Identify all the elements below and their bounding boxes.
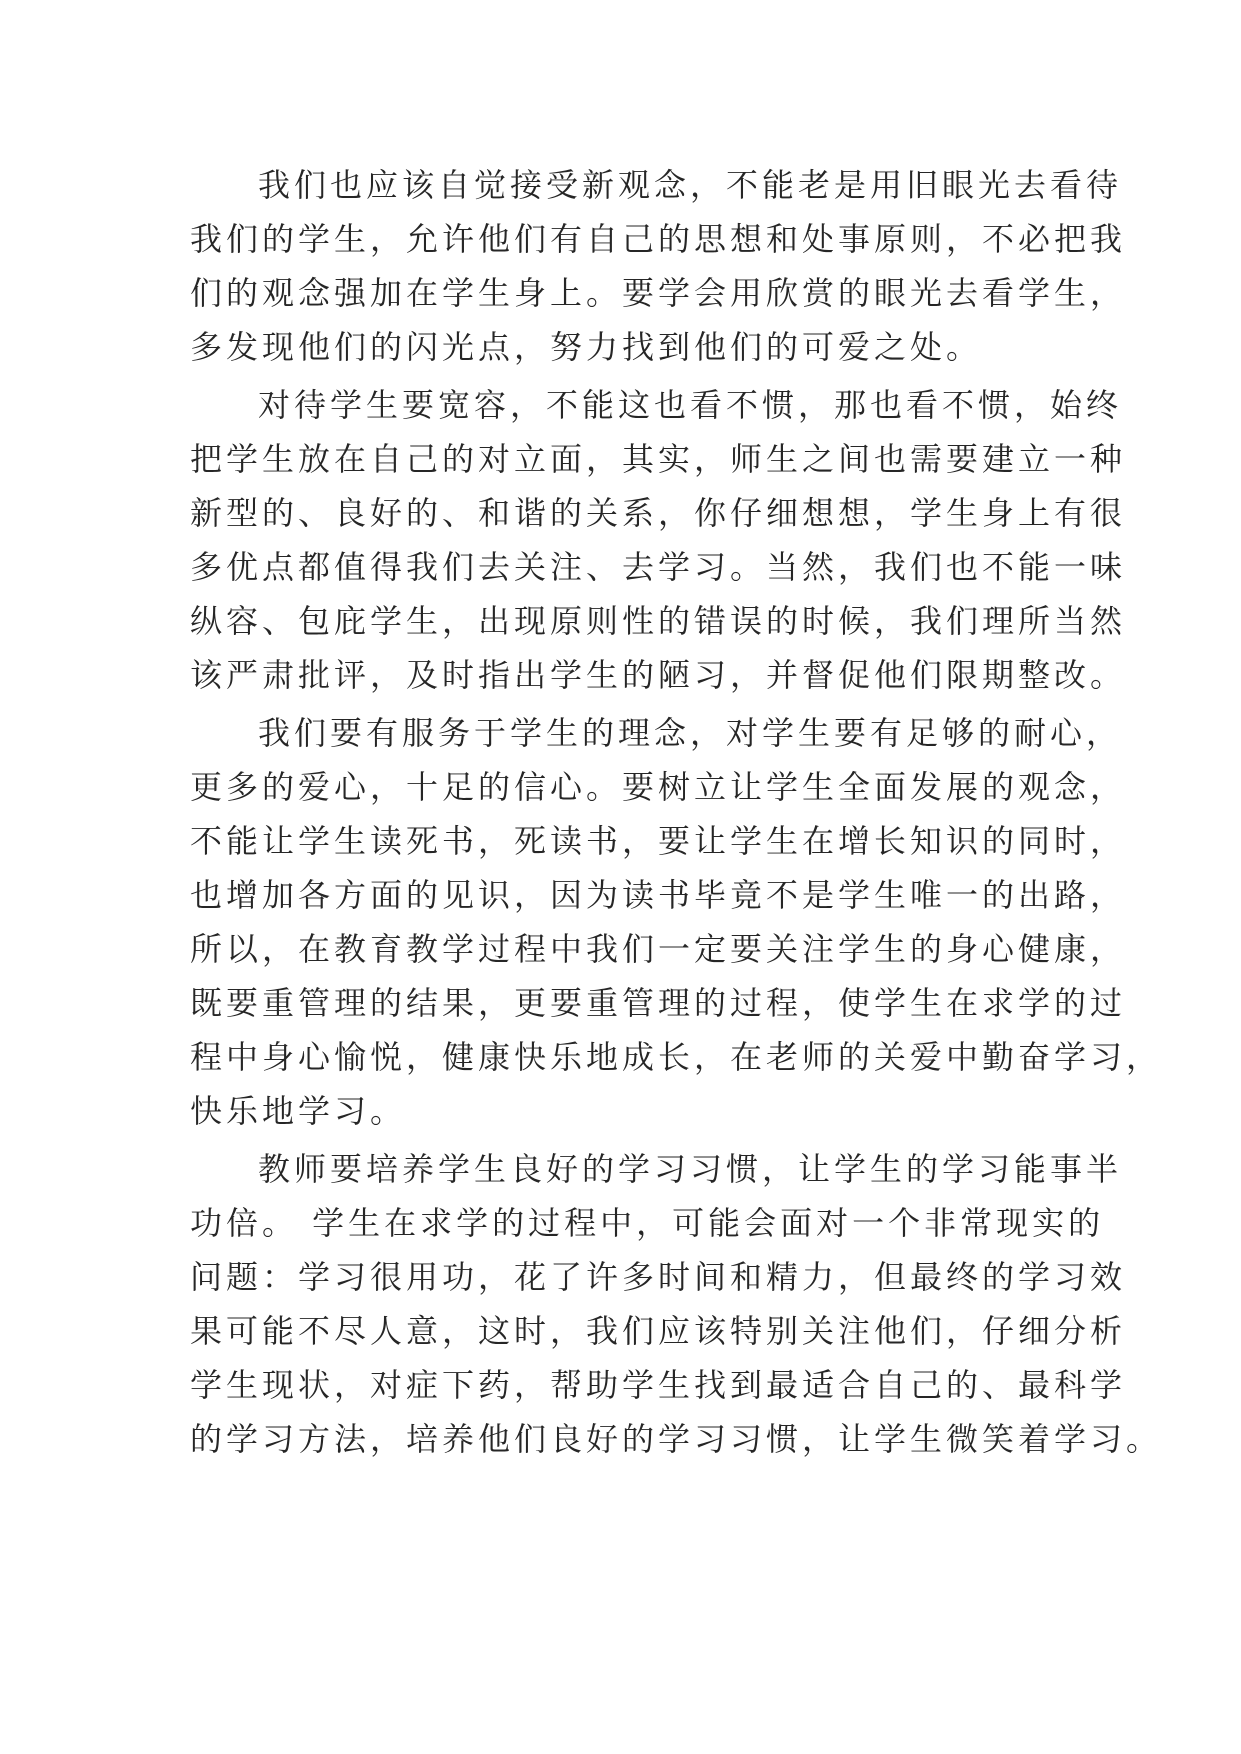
text-line: 我们的学生，允许他们有自己的思想和处事原则，不必把我 bbox=[190, 220, 1127, 258]
text-line: 教师要培养学生良好的学习习惯，让学生的学习能事半 bbox=[258, 1150, 1123, 1188]
text-line: 多优点都值得我们去关注、去学习。当然，我们也不能一味 bbox=[190, 548, 1127, 586]
paragraph-1 bbox=[190, 158, 1127, 374]
document-body bbox=[190, 158, 1163, 1466]
paragraph-2 bbox=[190, 378, 1127, 702]
text-line: 功倍。 学生在求学的过程中，可能会面对一个非常现实的 bbox=[190, 1204, 1105, 1242]
text-line: 多发现他们的闪光点，努力找到他们的可爱之处。 bbox=[190, 328, 983, 366]
text-line: 不能让学生读死书，死读书，要让学生在增长知识的同时， bbox=[190, 822, 1127, 860]
text-line: 对待学生要宽容，不能这也看不惯，那也看不惯，始终 bbox=[258, 386, 1123, 424]
text-line: 更多的爱心，十足的信心。要树立让学生全面发展的观念， bbox=[190, 768, 1127, 806]
text-line: 我们也应该自觉接受新观念，不能老是用旧眼光去看待 bbox=[258, 166, 1123, 204]
text-line: 所以，在教育教学过程中我们一定要关注学生的身心健康， bbox=[190, 930, 1127, 968]
text-line: 既要重管理的结果，更要重管理的过程，使学生在求学的过 bbox=[190, 984, 1127, 1022]
text-line: 程中身心愉悦，健康快乐地成长，在老师的关爱中勤奋学习， bbox=[190, 1038, 1163, 1076]
text-line: 学生现状，对症下药，帮助学生找到最适合自己的、最科学 bbox=[190, 1366, 1127, 1404]
text-line: 把学生放在自己的对立面，其实，师生之间也需要建立一种 bbox=[190, 440, 1127, 478]
text-line: 纵容、包庇学生，出现原则性的错误的时候，我们理所当然 bbox=[190, 602, 1127, 640]
text-line: 问题：学习很用功，花了许多时间和精力，但最终的学习效 bbox=[190, 1258, 1127, 1296]
paragraph-3 bbox=[190, 706, 1163, 1138]
text-line: 果可能不尽人意，这时，我们应该特别关注他们，仔细分析 bbox=[190, 1312, 1127, 1350]
text-line: 该严肃批评，及时指出学生的陋习，并督促他们限期整改。 bbox=[190, 656, 1127, 694]
text-line: 新型的、良好的、和谐的关系，你仔细想想，学生身上有很 bbox=[190, 494, 1127, 532]
paragraph-4 bbox=[190, 1142, 1163, 1466]
text-line: 快乐地学习。 bbox=[190, 1092, 407, 1130]
text-line: 也增加各方面的见识，因为读书毕竟不是学生唯一的出路， bbox=[190, 876, 1127, 914]
text-line: 们的观念强加在学生身上。要学会用欣赏的眼光去看学生， bbox=[190, 274, 1127, 312]
text-line: 的学习方法，培养他们良好的学习习惯，让学生微笑着学习。 bbox=[190, 1420, 1163, 1458]
text-line: 我们要有服务于学生的理念，对学生要有足够的耐心， bbox=[258, 714, 1123, 752]
